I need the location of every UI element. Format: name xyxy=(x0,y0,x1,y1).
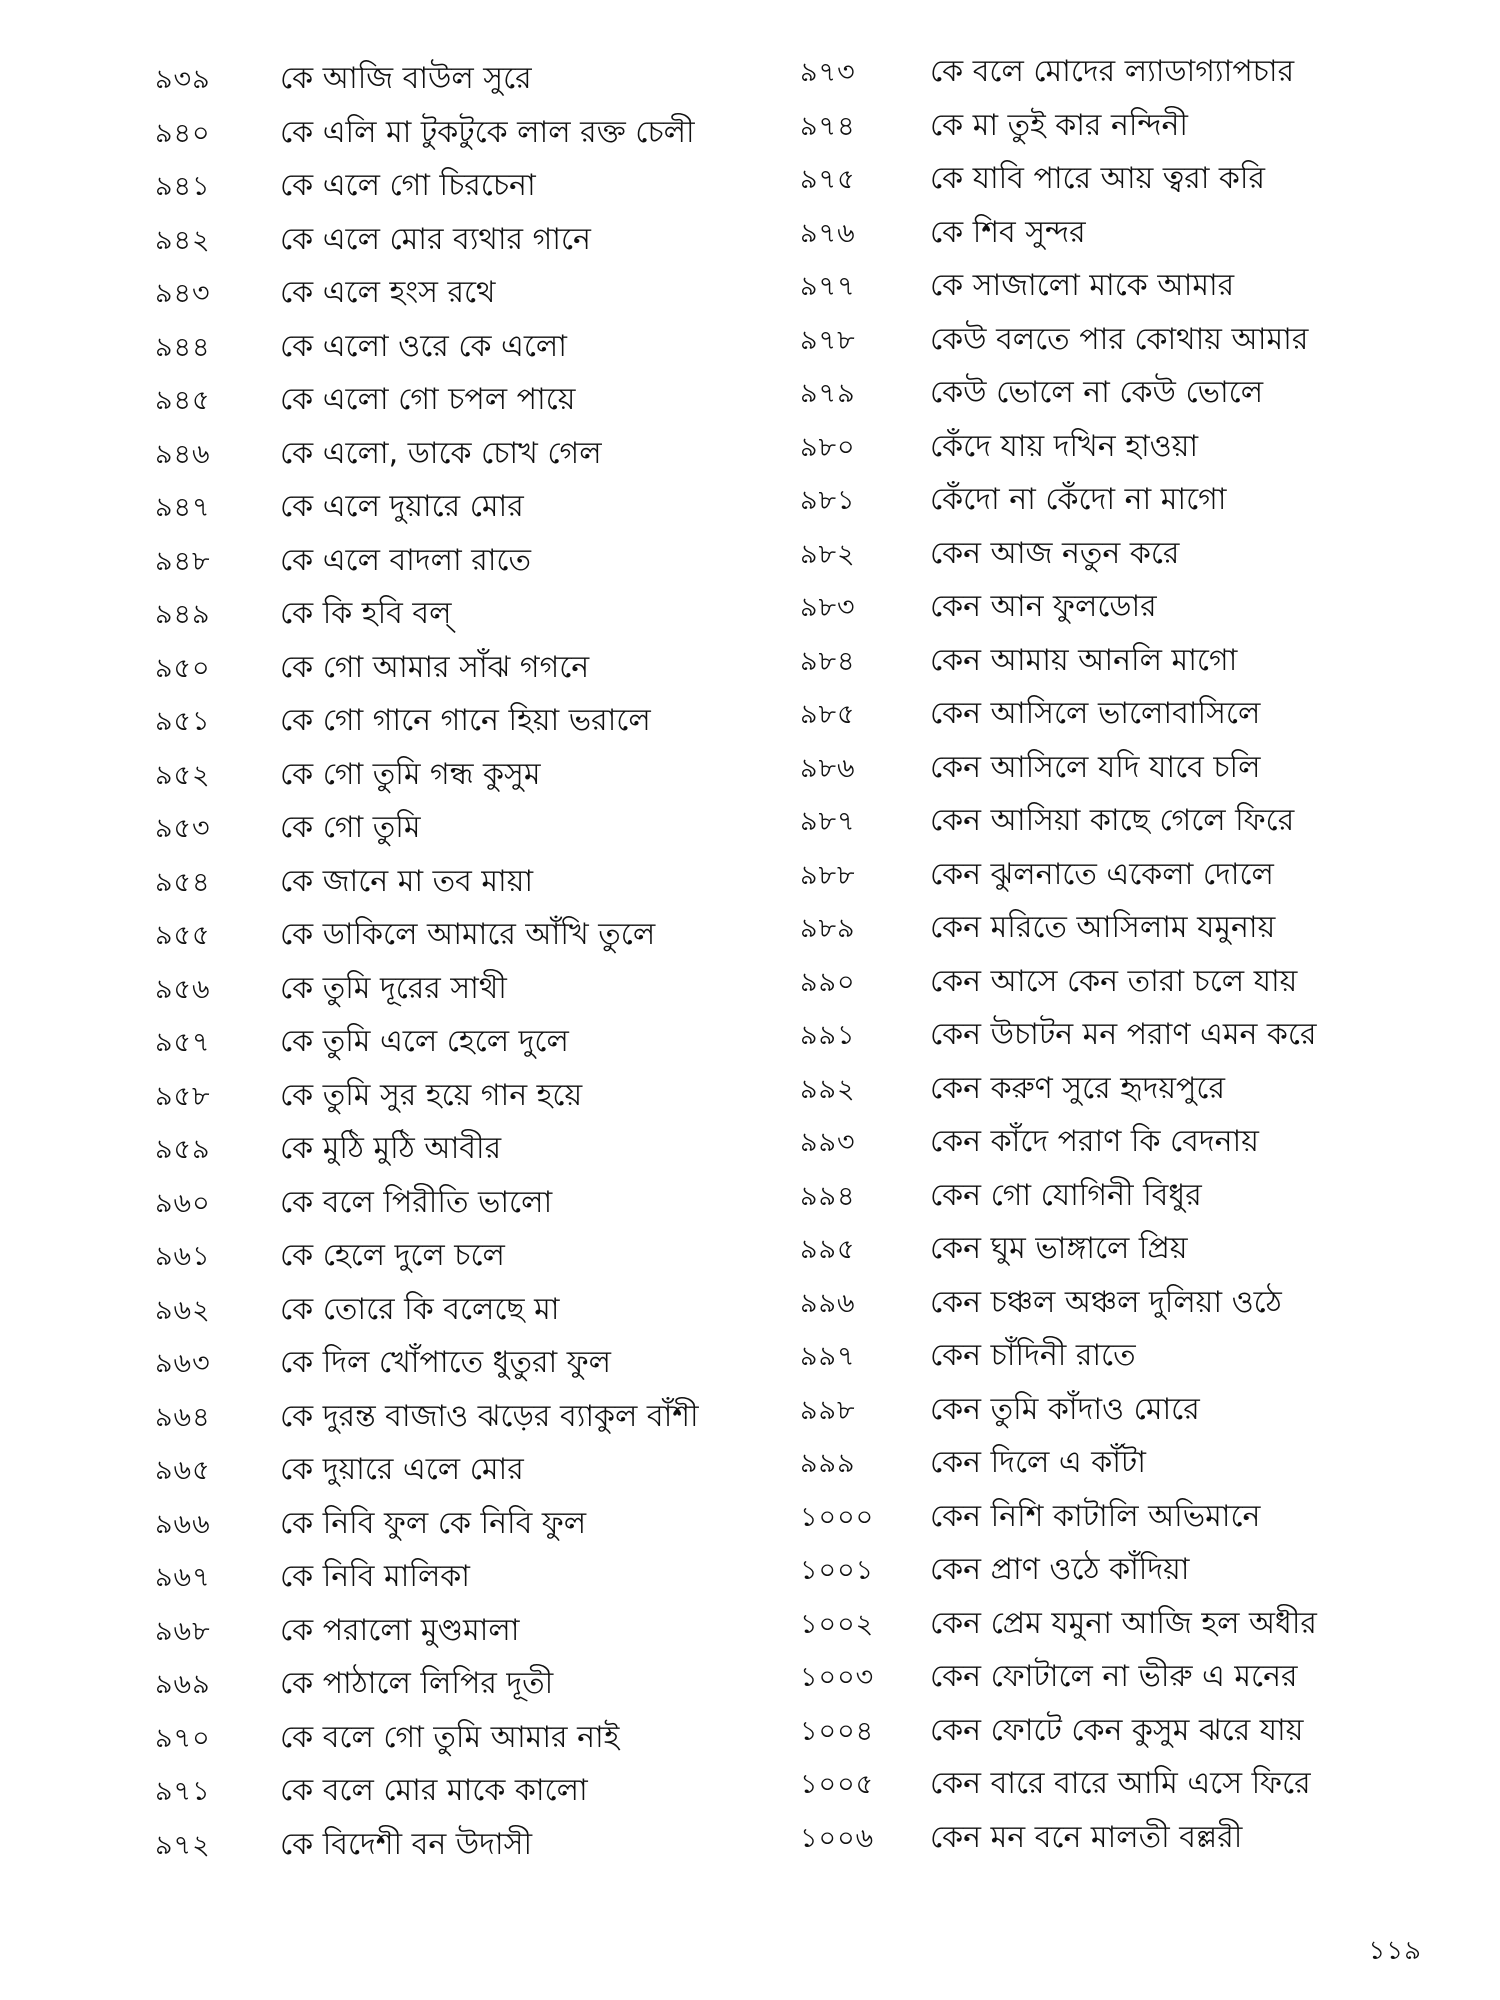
entry-title: কে দুয়ারে এলে মোর xyxy=(280,1452,524,1487)
list-item xyxy=(800,1704,1400,1758)
entry-title: কে বিদেশী বন উদাসী xyxy=(280,1826,533,1862)
entry-title: কেন তুমি কাঁদাও মোরে xyxy=(930,1391,1200,1427)
entry-number: ৯৯৪ xyxy=(800,1180,856,1212)
entry-title: কে গো গানে গানে হিয়া ভরালে xyxy=(280,703,651,738)
entry-title: কে আজি বাউল সুরে xyxy=(280,61,532,96)
list-item xyxy=(155,1550,765,1604)
list-item xyxy=(800,152,1400,206)
entry-number: ৯৩৯ xyxy=(155,64,211,95)
entry-title: কে যাবি পারে আয় ত্বরা করি xyxy=(930,161,1266,196)
entry-title: কে গো তুমি xyxy=(280,810,421,845)
list-item xyxy=(155,480,765,534)
entry-number: ৯৫১ xyxy=(155,706,211,737)
entry-number: ৯৪৬ xyxy=(155,438,211,470)
list-item xyxy=(800,1008,1400,1062)
entry-number: ৯৫২ xyxy=(155,759,211,791)
entry-number: ৯৭৬ xyxy=(800,217,856,249)
entry-number: ১০০০ xyxy=(800,1501,875,1533)
entry-number: ৯৬৩ xyxy=(155,1348,211,1379)
entry-title: কে বলে পিরীতি ভালো xyxy=(280,1184,553,1220)
entry-title: কেন নিশি কাটালি অভিমানে xyxy=(930,1498,1261,1534)
entry-title: কে সাজালো মাকে আমার xyxy=(930,268,1235,303)
entry-title: কে তুমি সুর হয়ে গান হয়ে xyxy=(280,1077,583,1113)
list-item xyxy=(155,1818,765,1872)
list-item xyxy=(155,373,765,427)
list-item xyxy=(155,1336,765,1390)
entry-number: ৯৫০ xyxy=(155,652,211,684)
entry-title: কে এলে বাদলা রাতে xyxy=(280,542,531,578)
entry-number: ৯৭৭ xyxy=(800,271,856,302)
list-item xyxy=(155,1657,765,1711)
entry-number: ৯৮৫ xyxy=(800,699,856,730)
list-item xyxy=(155,320,765,374)
entry-number: ৯৭৯ xyxy=(800,378,856,409)
list-item xyxy=(155,962,765,1016)
entry-number: ৯৯৭ xyxy=(800,1341,856,1372)
list-item xyxy=(155,1443,765,1497)
entry-title: কেউ ভোলে না কেউ ভোলে xyxy=(930,375,1264,410)
entry-number: ৯৬৫ xyxy=(155,1455,211,1486)
entry-title: কেন আসিয়া কাছে গেলে ফিরে xyxy=(930,803,1295,838)
entry-number: ৯৬৭ xyxy=(155,1562,211,1593)
list-item xyxy=(800,1811,1400,1865)
right-column xyxy=(800,45,1400,1864)
entry-number: ৯৭৮ xyxy=(800,324,856,356)
entry-title: কে মুঠি মুঠি আবীর xyxy=(280,1131,502,1166)
entry-title: কেন গো যোগিনী বিধুর xyxy=(930,1177,1202,1213)
entry-title: কে এলে মোর ব্যথার গানে xyxy=(280,221,591,257)
entry-title: কেন চঞ্চল অঞ্চল দুলিয়া ওঠে xyxy=(930,1284,1282,1320)
entry-number: ৯৫৭ xyxy=(155,1027,211,1058)
entry-number: ৯৯২ xyxy=(800,1073,856,1105)
list-item xyxy=(155,1069,765,1123)
entry-title: কে এলে দুয়ারে মোর xyxy=(280,489,524,524)
list-item xyxy=(800,1757,1400,1811)
entry-number: ৯৫৬ xyxy=(155,973,211,1005)
entry-title: কেন করুণ সুরে হৃদয়পুরে xyxy=(930,1070,1225,1106)
entry-number: ৯৪৫ xyxy=(155,385,211,416)
entry-title: কে তুমি এলে হেলে দুলে xyxy=(280,1024,569,1059)
entry-number: ৯৯৩ xyxy=(800,1127,856,1158)
entry-title: কেন ঝুলনাতে একেলা দোলে xyxy=(930,856,1274,892)
entry-number: ৯৬১ xyxy=(155,1241,211,1272)
entry-number: ৯৮২ xyxy=(800,538,856,570)
entry-number: ৯৬৪ xyxy=(155,1401,211,1433)
entry-number: ৯৪৯ xyxy=(155,599,211,630)
list-item xyxy=(155,1764,765,1818)
entry-title: কে তুমি দূরের সাথী xyxy=(280,970,507,1006)
entry-number: ৯৮১ xyxy=(800,485,856,516)
entry-number: ৯৪৮ xyxy=(155,545,211,577)
entry-title: কেন ফোটালে না ভীরু এ মনের xyxy=(930,1659,1298,1694)
entry-title: কে পাঠালে লিপির দূতী xyxy=(280,1666,554,1701)
entry-title: কেন ফোটে কেন কুসুম ঝরে যায় xyxy=(930,1712,1304,1748)
list-item xyxy=(800,1222,1400,1276)
entry-number: ৯৫৫ xyxy=(155,920,211,951)
entry-number: ৯৭৩ xyxy=(800,57,856,88)
entry-number: ৯৪২ xyxy=(155,224,211,256)
entry-number: ৯৭১ xyxy=(155,1776,211,1807)
entry-title: কেন উচাটন মন পরাণ এমন করে xyxy=(930,1017,1317,1052)
list-item xyxy=(800,45,1400,99)
entry-title: কে ডাকিলে আমারে আঁখি তুলে xyxy=(280,917,656,952)
entry-number: ৯৯৫ xyxy=(800,1234,856,1265)
list-item xyxy=(155,159,765,213)
list-item xyxy=(155,1604,765,1658)
list-item xyxy=(800,99,1400,153)
entry-title: কে এলে গো চিরচেনা xyxy=(280,168,536,203)
entry-title: কে দিল খোঁপাতে ধুতুরা ফুল xyxy=(280,1345,612,1380)
entry-number: ৯৫৮ xyxy=(155,1080,211,1112)
entry-title: কে নিবি মালিকা xyxy=(280,1559,470,1594)
entry-number: ৯৮৪ xyxy=(800,645,856,677)
list-item xyxy=(800,634,1400,688)
entry-title: কে জানে মা তব মায়া xyxy=(280,863,534,899)
entry-title: কেন কাঁদে পরাণ কি বেদনায় xyxy=(930,1124,1259,1159)
page-number: ১১৯ xyxy=(1368,1936,1422,1966)
entry-title: কে দুরন্ত বাজাও ঝড়ের ব্যাকুল বাঁশী xyxy=(280,1398,699,1434)
entry-title: কে বলে মোর মাকে কালো xyxy=(280,1773,588,1808)
entry-title: কে শিব সুন্দর xyxy=(930,214,1086,250)
list-item xyxy=(800,1436,1400,1490)
entry-title: কেন মরিতে আসিলাম যমুনায় xyxy=(930,910,1276,945)
entry-title: কেন প্রেম যমুনা আজি হল অধীর xyxy=(930,1605,1317,1641)
list-item xyxy=(155,587,765,641)
entry-number: ৯৪১ xyxy=(155,171,211,202)
entry-title: কেন মন বনে মালতী বল্লরী xyxy=(930,1819,1243,1855)
list-item xyxy=(155,694,765,748)
list-item xyxy=(155,641,765,695)
entry-number: ৯৬৬ xyxy=(155,1508,211,1540)
left-column xyxy=(155,52,765,1871)
entry-title: কেঁদো না কেঁদো না মাগো xyxy=(930,482,1227,517)
list-item xyxy=(800,955,1400,1009)
list-item xyxy=(155,52,765,106)
entry-number: ৯৭০ xyxy=(155,1722,211,1754)
list-item xyxy=(800,1490,1400,1544)
list-item xyxy=(155,1390,765,1444)
list-item xyxy=(800,1169,1400,1223)
entry-number: ৯৯৯ xyxy=(800,1448,856,1479)
entry-number: ৯৭২ xyxy=(155,1829,211,1861)
entry-number: ৯৮০ xyxy=(800,431,856,463)
list-item xyxy=(155,534,765,588)
entry-number: ৯৬৮ xyxy=(155,1615,211,1647)
entry-number: ৯৫৩ xyxy=(155,813,211,844)
entry-title: কেউ বলতে পার কোথায় আমার xyxy=(930,321,1309,357)
list-item xyxy=(800,741,1400,795)
entry-number: ১০০৫ xyxy=(800,1769,875,1800)
list-item xyxy=(155,106,765,160)
list-item xyxy=(800,473,1400,527)
entry-number: ৯৬০ xyxy=(155,1187,211,1219)
list-item xyxy=(800,1062,1400,1116)
entry-title: কেন আসিলে ভালোবাসিলে xyxy=(930,696,1261,731)
list-item xyxy=(155,1015,765,1069)
entry-number: ৯৮৩ xyxy=(800,592,856,623)
entry-title: কেন দিলে এ কাঁটা xyxy=(930,1445,1146,1480)
entry-number: ৯৯৬ xyxy=(800,1287,856,1319)
list-item xyxy=(800,580,1400,634)
entry-number: ৯৫৪ xyxy=(155,866,211,898)
entry-number: ৯৪০ xyxy=(155,117,211,149)
entry-title: কেন আজ নতুন করে xyxy=(930,535,1180,571)
list-item xyxy=(155,1497,765,1551)
entry-title: কে গো আমার সাঁঝ গগনে xyxy=(280,649,590,685)
entry-number: ৯৮৯ xyxy=(800,913,856,944)
list-item xyxy=(800,259,1400,313)
entry-number: ৯৭৪ xyxy=(800,110,856,142)
list-item xyxy=(155,748,765,802)
entry-number: ৯৯১ xyxy=(800,1020,856,1051)
entry-number: ১০০৪ xyxy=(800,1715,875,1747)
list-item xyxy=(155,1229,765,1283)
list-item xyxy=(155,1283,765,1337)
list-item xyxy=(800,1597,1400,1651)
entry-title: কেন বারে বারে আমি এসে ফিরে xyxy=(930,1766,1311,1801)
list-item xyxy=(155,855,765,909)
entry-title: কে এলো ওরে কে এলো xyxy=(280,328,567,364)
entry-number: ১০০৬ xyxy=(800,1822,875,1854)
entry-number: ১০০৩ xyxy=(800,1662,875,1693)
list-item xyxy=(155,1711,765,1765)
list-item xyxy=(800,313,1400,367)
list-item xyxy=(800,901,1400,955)
list-item xyxy=(800,1383,1400,1437)
list-item xyxy=(800,1650,1400,1704)
list-item xyxy=(800,1276,1400,1330)
entry-title: কে গো তুমি গন্ধ কুসুম xyxy=(280,756,541,792)
list-item xyxy=(155,1122,765,1176)
entry-number: ৯৪৩ xyxy=(155,278,211,309)
list-item xyxy=(155,427,765,481)
list-item xyxy=(800,1329,1400,1383)
list-item xyxy=(800,420,1400,474)
entry-number: ১০০২ xyxy=(800,1608,875,1640)
list-item xyxy=(155,801,765,855)
entry-title: কে এলো গো চপল পায়ে xyxy=(280,382,576,417)
entry-number: ৯৫৯ xyxy=(155,1134,211,1165)
entry-number: ৯৪৪ xyxy=(155,331,211,363)
entry-number: ৯৬২ xyxy=(155,1294,211,1326)
entry-title: কেন আমায় আনলি মাগো xyxy=(930,642,1238,678)
entry-title: কে কি হবি বল্‌ xyxy=(280,596,452,631)
list-item xyxy=(155,213,765,267)
list-item xyxy=(800,366,1400,420)
entry-title: কেন প্রাণ ওঠে কাঁদিয়া xyxy=(930,1552,1190,1587)
entry-title: কেন চাঁদিনী রাতে xyxy=(930,1338,1136,1373)
list-item xyxy=(800,794,1400,848)
entry-title: কে হেলে দুলে চলে xyxy=(280,1238,505,1273)
entry-number: ৯৪৭ xyxy=(155,492,211,523)
entry-title: কে বলে মোদের ল্যাডাগ্যাপচার xyxy=(930,54,1295,89)
list-item xyxy=(800,1115,1400,1169)
entry-number: ১০০১ xyxy=(800,1555,875,1586)
entry-number: ৯৯৮ xyxy=(800,1394,856,1426)
entry-number: ৯৮৭ xyxy=(800,806,856,837)
entry-title: কে পরালো মুণ্ডমালা xyxy=(280,1612,520,1648)
list-item xyxy=(800,848,1400,902)
entry-number: ৯৮৬ xyxy=(800,752,856,784)
entry-title: কে মা তুই কার নন্দিনী xyxy=(930,107,1189,143)
entry-number: ৯৯০ xyxy=(800,966,856,998)
entry-number: ৯৬৯ xyxy=(155,1669,211,1700)
entry-title: কে তোরে কি বলেছে মা xyxy=(280,1291,560,1327)
entry-title: কে নিবি ফুল কে নিবি ফুল xyxy=(280,1505,587,1541)
entry-title: কে বলে গো তুমি আমার নাই xyxy=(280,1719,620,1755)
entry-number: ৯৮৮ xyxy=(800,859,856,891)
entry-title: কেন ঘুম ভাঙ্গালে প্রিয় xyxy=(930,1231,1188,1266)
list-item xyxy=(800,1543,1400,1597)
list-item xyxy=(800,687,1400,741)
entry-title: কেন আসিলে যদি যাবে চলি xyxy=(930,749,1261,785)
list-item xyxy=(800,206,1400,260)
entry-title: কে এলি মা টুকটুকে লাল রক্ত চেলী xyxy=(280,114,695,150)
list-item xyxy=(155,266,765,320)
entry-title: কেঁদে যায় দখিন হাওয়া xyxy=(930,428,1199,464)
list-item xyxy=(155,908,765,962)
entry-title: কে এলো, ডাকে চোখ গেল xyxy=(280,435,602,471)
entry-title: কে এলে হংস রথে xyxy=(280,275,496,310)
entry-title: কেন আন ফুলডোর xyxy=(930,589,1157,624)
list-item xyxy=(800,527,1400,581)
entry-title: কেন আসে কেন তারা চলে যায় xyxy=(930,963,1298,999)
list-item xyxy=(155,1176,765,1230)
entry-number: ৯৭৫ xyxy=(800,164,856,195)
